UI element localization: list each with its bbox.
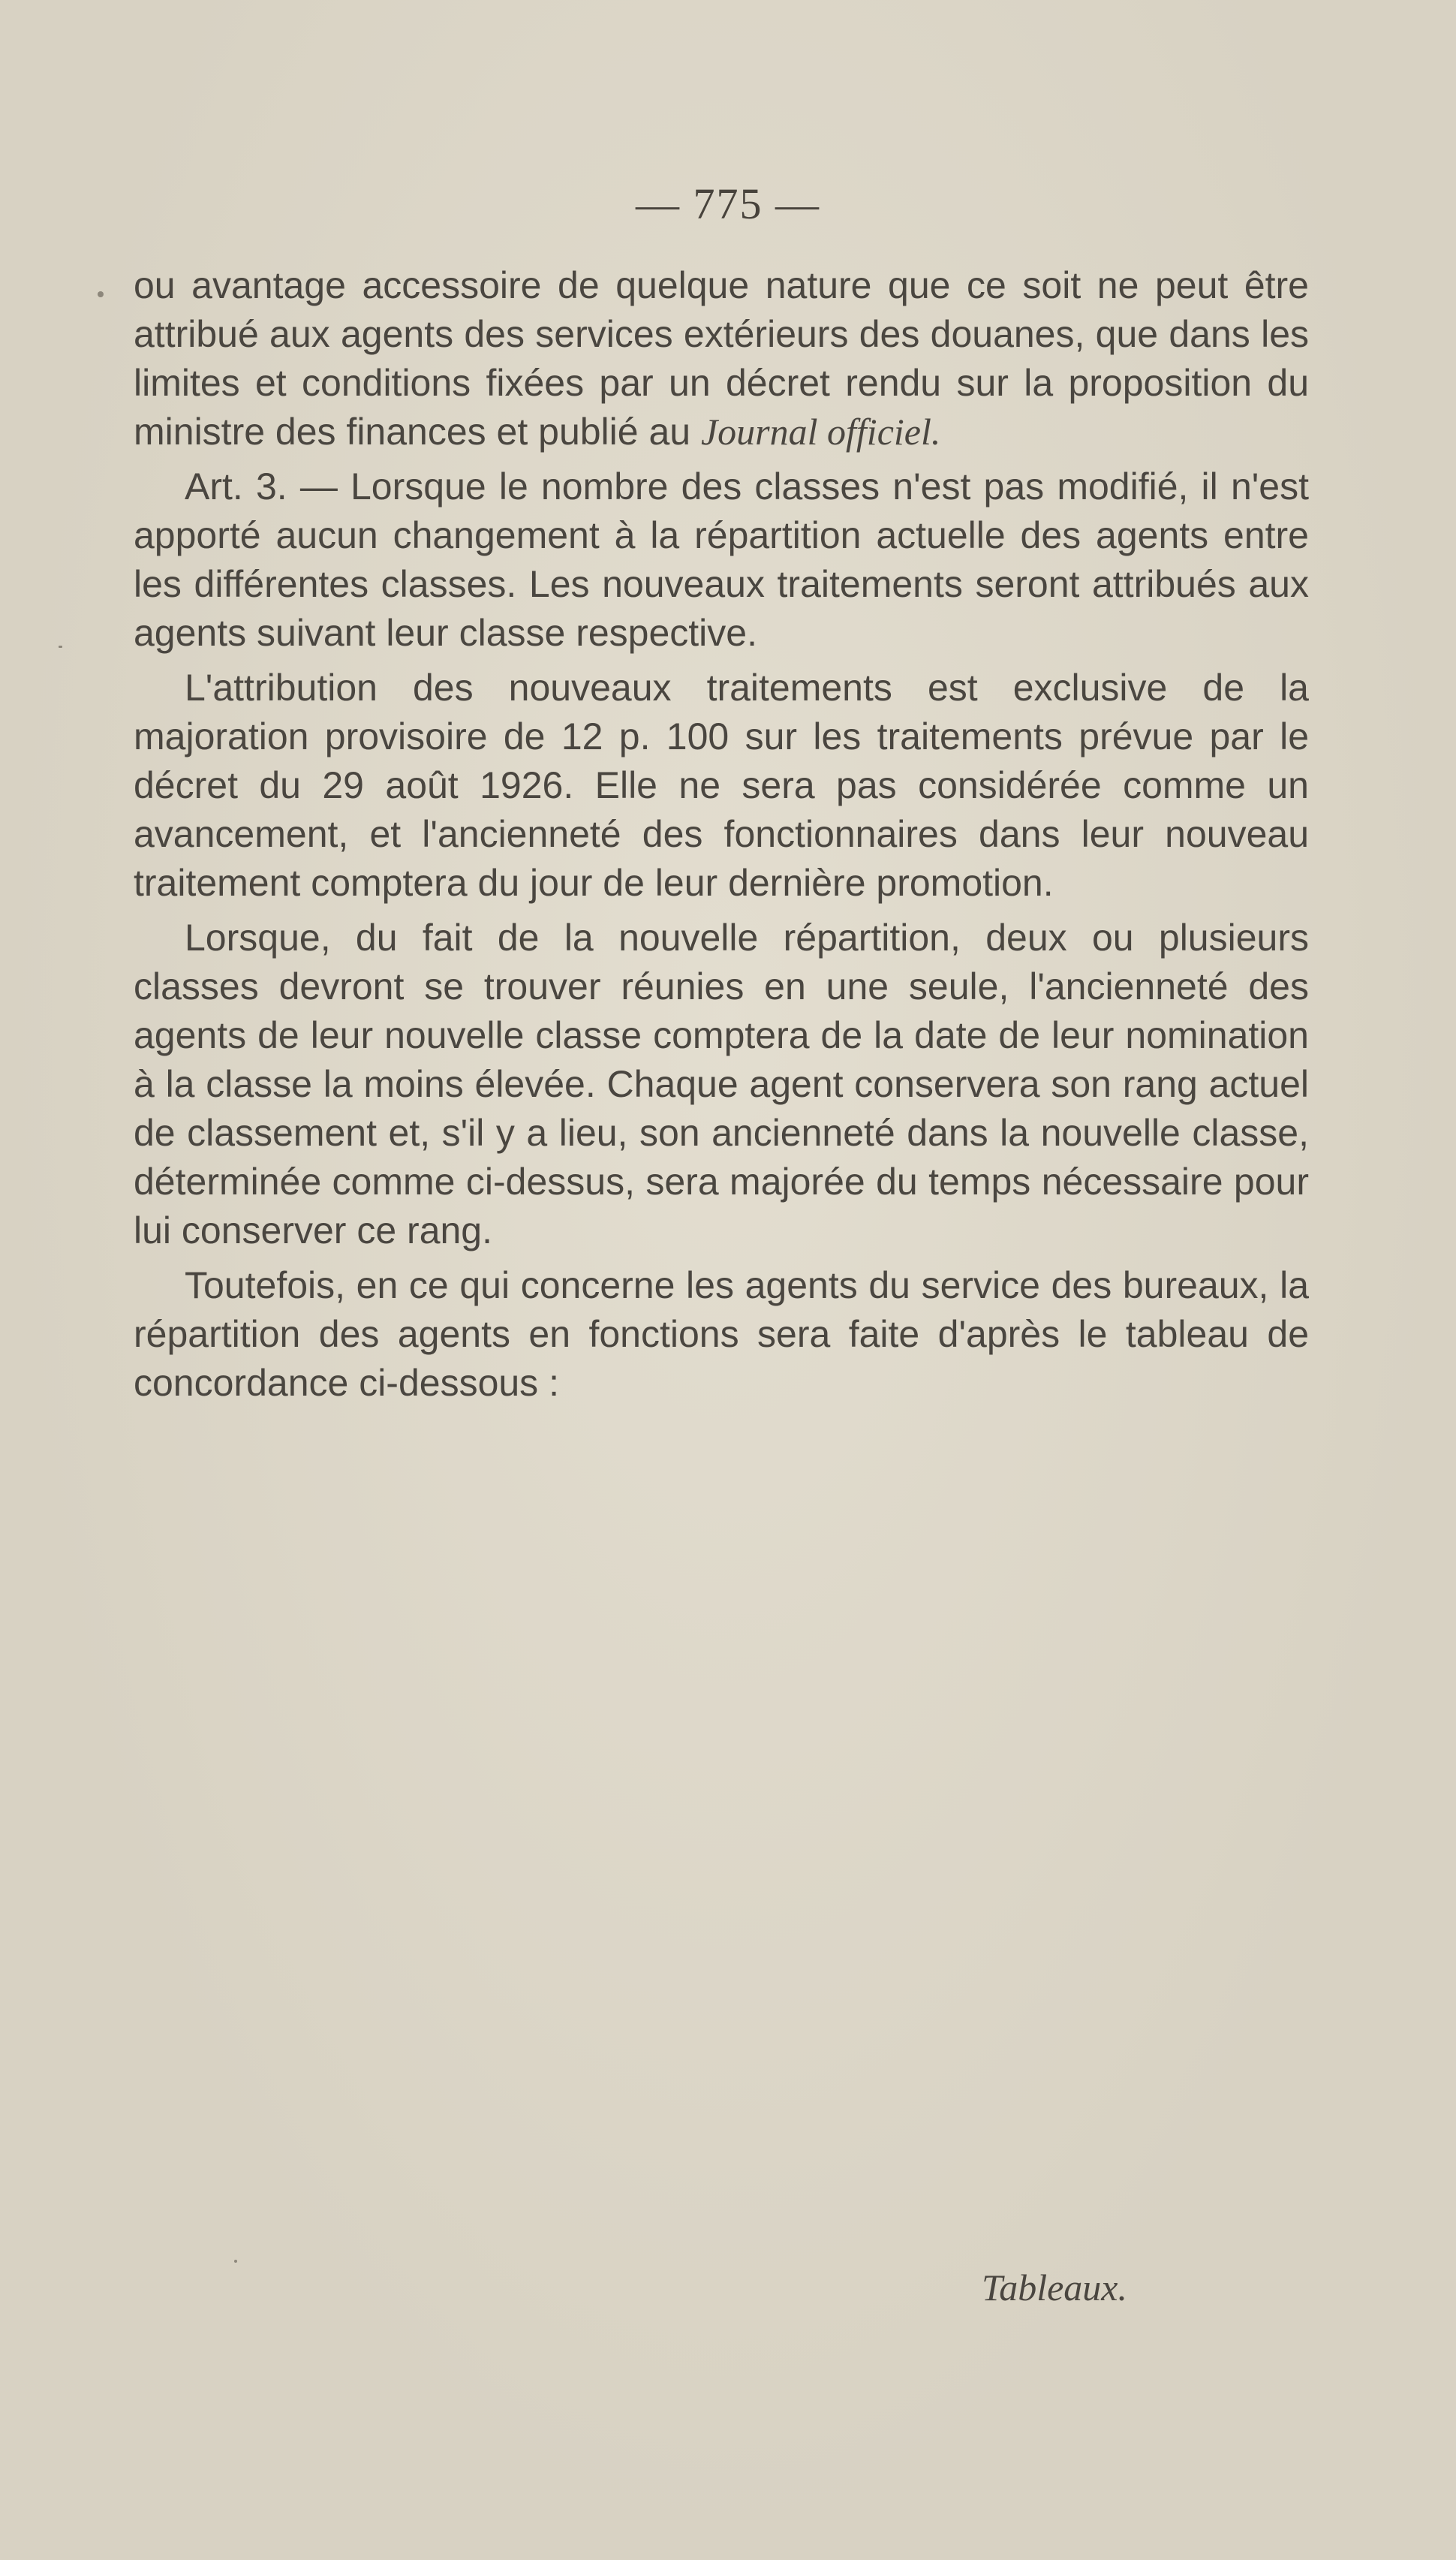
paper-speck <box>59 646 62 648</box>
paragraph-continuation <box>134 261 1309 456</box>
body-text <box>134 261 1309 1408</box>
paragraph-repartition: Lorsque, du fait de la nouvelle répartition, deux ou plusieurs classes devront se trouver réunies en une seule, l'ancienneté des agents de leur nouvelle classe comptera de la date de leur nomination à la classe la moins élevée. Chaque agent conservera son rang actuel de classement et, s'il y a lieu, son ancienneté dans la nouvelle classe, déterminée comme ci-dessus, sera majorée du temps nécessaire pour lui conserver ce rang. <box>134 917 1309 1251</box>
paper-speck <box>98 291 104 297</box>
paragraph-toutefois: Toutefois, en ce qui concerne les agents du service des bureaux, la répartition des agents en fonctions sera faite d'après le tableau de concordance ci-dessous : <box>134 1264 1309 1404</box>
paragraph-text: ou avantage accessoire de quelque nature que ce soit ne peut être attribué aux agents des services extérieurs des douanes, que dans les limites et conditions fixées par un décret rendu sur la proposition du ministre des finances et publié au <box>134 264 1309 453</box>
journal-officiel-reference: Journal officiel. <box>700 411 941 453</box>
catchword: Tableaux. <box>982 2266 1127 2309</box>
page-number: — 775 — <box>636 179 820 228</box>
article-3-paragraph: Art. 3. — Lorsque le nombre des classes n'est pas modifié, il n'est apporté aucun changement à la répartition actuelle des agents entre les différentes classes. Les nouveaux traitements seront attribués aux agents suivant leur classe respective. <box>134 465 1309 654</box>
paper-speck <box>234 2260 237 2263</box>
paragraph-attribution: L'attribution des nouveaux traitements est exclusive de la majoration provisoire de 12 p. 100 sur les traitements prévue par le décret du 29 août 1926. Elle ne sera pas considérée comme un avancement, et l'ancienneté des fonctionnaires dans leur nouveau traitement comptera du jour de leur dernière promotion. <box>134 667 1309 904</box>
